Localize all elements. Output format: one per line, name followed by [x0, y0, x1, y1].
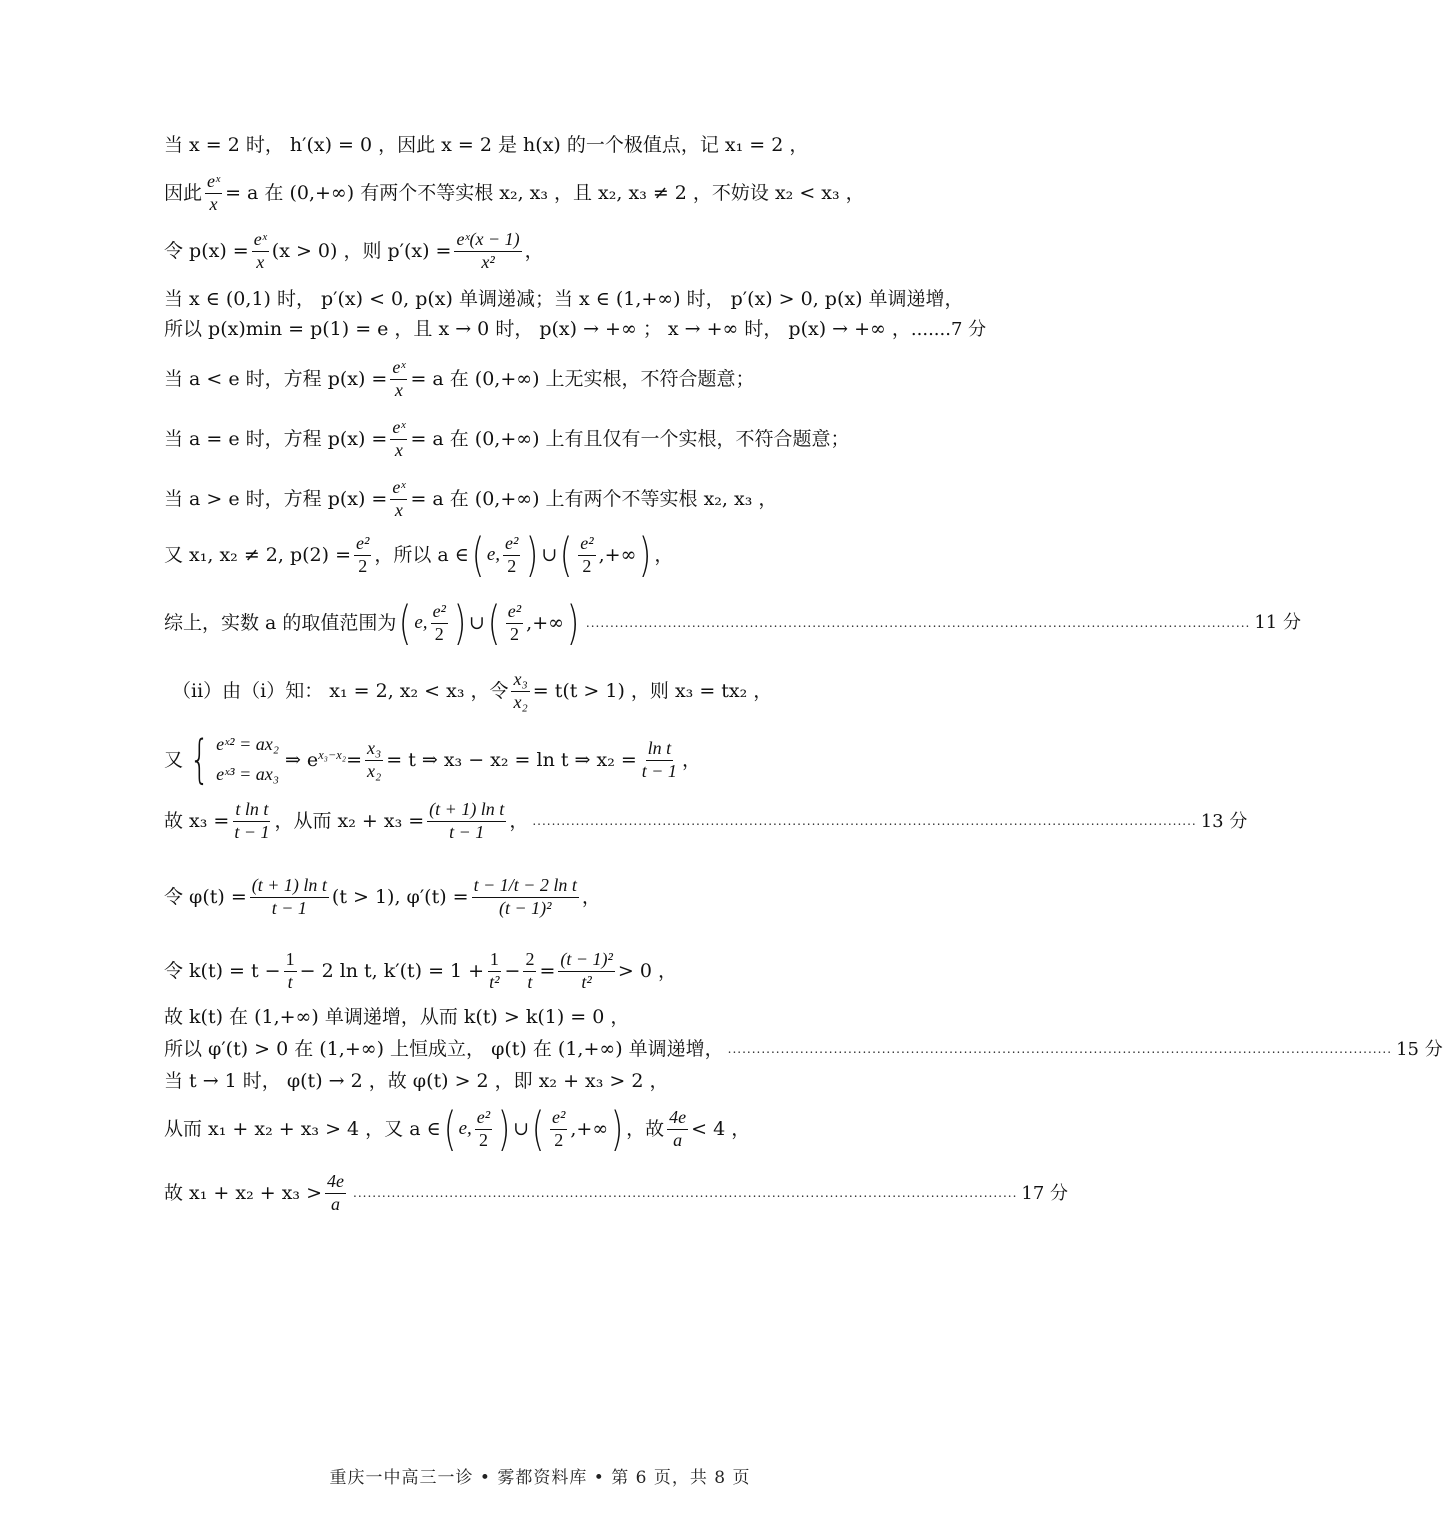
score-label: 13 分 [1200, 810, 1248, 832]
left-paren: ( [559, 528, 573, 582]
text: 令 k(t) = t − [164, 959, 281, 982]
left-paren: ( [487, 596, 501, 650]
fraction-e2-over-2: $\frac{\text{e²}}{2}$ [505, 532, 519, 576]
text: > 0 ， [617, 959, 677, 982]
text: = a 在 (0,+∞) 上有且仅有一个实根，不符合题意； [410, 427, 850, 450]
text: ， [509, 809, 529, 832]
leader-dots: .......................................................................................................................................... [727, 1042, 1393, 1057]
line-phi-increasing [164, 1038, 1443, 1061]
text: = t(t > 1) ，则 x₃ = tx₂ ， [532, 679, 773, 702]
text: ，所以 a ∈ [374, 543, 469, 566]
text: 当 a < e 时，方程 p(x) = [164, 367, 388, 390]
line-define-k [164, 950, 924, 993]
text: 令 φ(t) = [164, 885, 247, 908]
text: 所以 p(x)min = p(1) = e ，且 x → 0 时， p(x) → +∞ ； x → +∞ 时， p(x) → +∞ ， [164, 318, 911, 340]
text: (t > 1), φ′(t) = [331, 885, 469, 908]
line-conclusion-range [164, 596, 1301, 650]
fraction-sum: $\frac{\text{(t + 1) ln t}}{t - 1}$ [429, 799, 505, 842]
text: < 4 ， [691, 1117, 751, 1140]
leader-dots: .......................................................................................................................................... [532, 814, 1197, 829]
leader-dots: .......................................................................................................................................... [585, 615, 1251, 630]
text: 故 x₃ = [164, 809, 230, 832]
line-define-phi [164, 876, 924, 919]
page-footer: 重庆一中高三一诊 • 雾都资料库 • 第 6 页，共 8 页 [329, 1468, 751, 1488]
text: 又 x₁, x₂ ≠ 2, p(2) = [164, 543, 351, 566]
text: = a 在 (0,+∞) 上无实根，不符合题意； [410, 367, 755, 390]
text: = a 在 (0,+∞) 上有两个不等实根 x₂, x₃ ， [410, 487, 778, 510]
fraction-e2-over-2: $\frac{\text{e²}}{2}$ [356, 532, 370, 576]
score-label: 17 分 [1021, 1182, 1069, 1204]
right-paren: ) [566, 596, 580, 650]
text: − [504, 959, 521, 982]
right-paren: ) [610, 1102, 624, 1156]
text: 因此 [164, 181, 203, 204]
fraction-4e-over-a: $\frac{4e}{a}$ [669, 1106, 687, 1150]
equation: eˣ³ = ax₃ [216, 764, 279, 784]
fraction-ex-over-x: $\frac{\text{eˣ}}{x}$ [392, 357, 406, 400]
text: 又 [164, 748, 184, 771]
text: ， [581, 885, 601, 908]
right-paren: ) [639, 528, 652, 582]
line-sum-bound [164, 1102, 924, 1156]
text: 令 p(x) = [164, 239, 249, 262]
line-case-a-greater-e [164, 478, 924, 521]
text: ,+∞ [570, 1117, 609, 1140]
fraction-x3-over-x2: $\frac{\text{x₃}}{\text{x₂}}$ [366, 737, 382, 781]
text: ， [524, 239, 544, 262]
line-define-p [164, 230, 924, 273]
fraction-tlnt-over-t-1: $\frac{\text{t ln t}}{t - 1}$ [234, 799, 270, 842]
equation: eˣ² = ax₂ [216, 734, 279, 755]
exponent: x₃−x₂ [318, 748, 347, 762]
text: = t ⇒ x₃ − x₂ = ln t ⇒ x₂ = [386, 748, 637, 771]
text: ,+∞ [598, 543, 637, 566]
text: 当 a > e 时，方程 p(x) = [164, 487, 388, 510]
fraction-e2-over-2: $\frac{\text{e²}}{2}$ [432, 600, 446, 644]
text: ， [681, 748, 701, 771]
fraction-2-over-t: $\frac{2}{t}$ [525, 949, 535, 992]
fraction-1-over-t: $\frac{1}{t}$ [285, 949, 295, 992]
text: e, [486, 543, 501, 565]
text: = a 在 (0,+∞) 有两个不等实根 x₂, x₃ ，且 x₂, x₃ ≠ 2 ，不妨设 x₂ < x₃ ， [225, 181, 865, 204]
fraction-lnt-over-t-1: $\frac{\text{ln t}}{t - 1}$ [641, 737, 677, 781]
text: （ii）由（i）知： x₁ = 2, x₂ < x₃ ，令 [172, 679, 509, 702]
line-system [164, 730, 924, 790]
text: 故 x₁ + x₂ + x₃ > [164, 1181, 322, 1204]
fraction-phi: $\frac{\text{(t + 1) ln t}}{t - 1}$ [251, 875, 327, 918]
union-symbol: ∪ [541, 543, 558, 566]
fraction-ex-over-x: $\frac{\text{eˣ}}{x}$ [392, 477, 406, 520]
text: 综上，实数 a 的取值范围为 [164, 611, 397, 634]
fraction-phi-derivative: $\frac{\text{t − 1/t − 2 ln t}}{\text{(t − 1)²}}$ [473, 875, 577, 918]
line-exclude-p2 [164, 528, 924, 582]
union-symbol: ∪ [513, 1117, 530, 1140]
text: = [346, 748, 362, 771]
score-label: 15 分 [1396, 1038, 1443, 1060]
text: − 2 ln t, k′(t) = 1 + [299, 959, 485, 982]
text: ， [654, 543, 674, 566]
right-paren: ) [453, 596, 467, 650]
left-brace: { [189, 730, 210, 790]
score-label: 11 分 [1254, 612, 1301, 634]
right-paren: ) [526, 528, 539, 582]
fraction-e2-over-2: $\frac{\text{e²}}{2}$ [552, 1106, 566, 1150]
union-symbol: ∪ [468, 611, 485, 634]
left-paren: ( [471, 528, 485, 582]
text: ,+∞ [526, 611, 564, 634]
text: e, [458, 1117, 472, 1139]
text: 从而 x₁ + x₂ + x₃ > 4 ，又 a ∈ [164, 1117, 441, 1140]
fraction-e2-over-2: $\frac{\text{e²}}{2}$ [580, 532, 594, 576]
left-paren: ( [531, 1102, 545, 1156]
text: 当 x ∈ (0,1) 时， p′(x) < 0, p(x) 单调递减；当 x ∈ (1,+∞) 时， p′(x) > 0, p(x) 单调递增， [164, 288, 964, 310]
line-case-a-less-e [164, 358, 924, 401]
text: 当 x = 2 时， h′(x) = 0 ，因此 x = 2 是 h(x) 的一个极值点，记 x₁ = 2 ， [164, 134, 809, 156]
fraction-ex-over-x: $\frac{\text{eˣ}}{x}$ [253, 229, 267, 272]
text: ⇒ e [284, 748, 319, 771]
score-label: .......7 分 [910, 318, 987, 340]
text: 所以 φ′(t) > 0 在 (1,+∞) 上恒成立， φ(t) 在 (1,+∞) 单调递增， [164, 1038, 724, 1060]
line-k-increasing [164, 1006, 924, 1029]
line-final-conclusion [164, 1171, 1069, 1215]
left-paren: ( [399, 596, 412, 650]
line-extreme-point [164, 134, 924, 157]
fraction-ex-over-x: $\frac{\text{eˣ}}{x}$ [392, 417, 406, 460]
line-x3-value [164, 799, 1248, 843]
fraction-e2-over-2: $\frac{\text{e²}}{2}$ [507, 600, 522, 644]
text: ，从而 x₂ + x₃ = [274, 809, 425, 832]
line-part-ii [172, 670, 932, 713]
text: (x > 0) ，则 p′(x) = [271, 239, 452, 262]
line-limit [164, 1070, 924, 1093]
line-case-a-equal-e [164, 418, 924, 461]
left-paren: ( [443, 1102, 456, 1156]
text: 故 k(t) 在 (1,+∞) 单调递增，从而 k(t) > k(1) = 0 ， [164, 1006, 630, 1028]
text: ，故 [626, 1117, 665, 1140]
text: 当 a = e 时，方程 p(x) = [164, 427, 388, 450]
text: = [539, 959, 556, 982]
text: e, [414, 611, 428, 633]
leader-dots: .......................................................................................................................................... [353, 1186, 1018, 1201]
line-two-roots [164, 172, 924, 215]
equation-system [216, 734, 279, 785]
fraction-derivative-p: $\frac{\text{eˣ(x − 1)}}{\text{x²}}$ [456, 229, 520, 272]
right-paren: ) [497, 1102, 511, 1156]
fraction-e2-over-2: $\frac{\text{e²}}{2}$ [476, 1106, 491, 1150]
fraction-1-over-t2: $\frac{1}{\text{t²}}$ [489, 949, 500, 992]
fraction-4e-over-a: $\frac{4e}{a}$ [327, 1171, 344, 1214]
line-minimum [164, 318, 987, 341]
line-monotonicity [164, 288, 964, 311]
text: 当 t → 1 时， φ(t) → 2 ，故 φ(t) > 2 ，即 x₂ + x₃ > 2 ， [164, 1070, 669, 1092]
fraction-ex-over-x: $\frac{\text{eˣ}}{x}$ [207, 171, 221, 214]
fraction-k-derivative: $\frac{\text{(t − 1)²}}{\text{t²}}$ [560, 949, 613, 992]
fraction-x3-over-x2: $\frac{\text{x₃}}{\text{x₂}}$ [513, 669, 528, 712]
